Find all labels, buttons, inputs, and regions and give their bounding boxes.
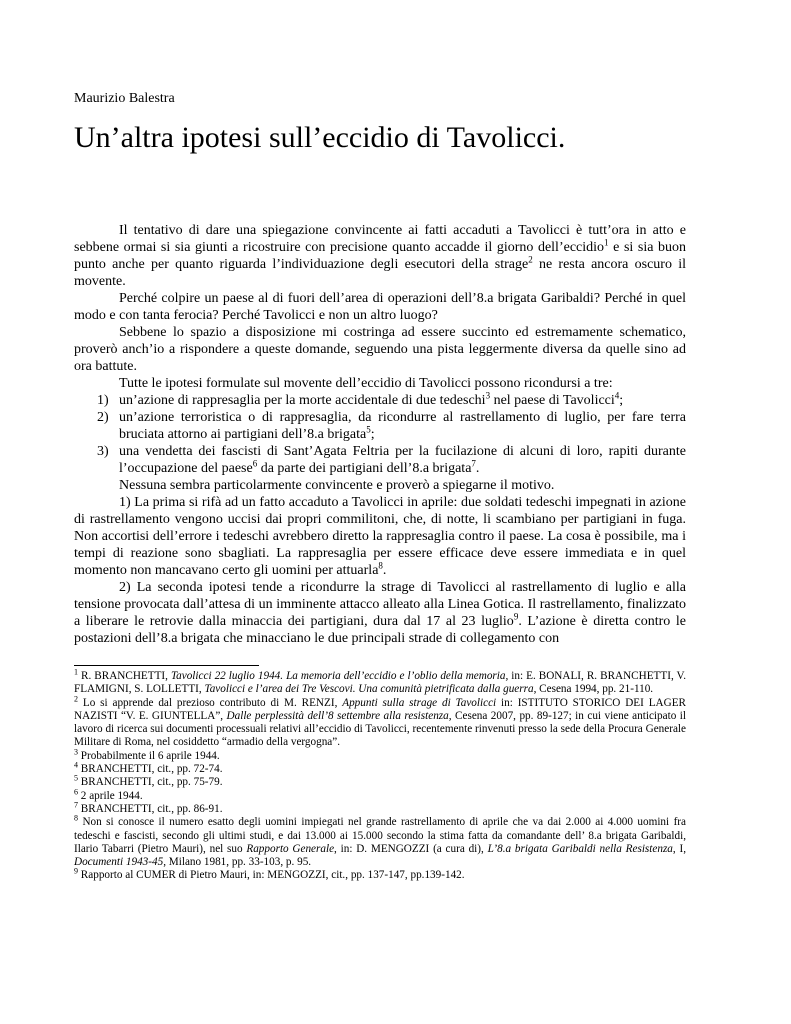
document-page xyxy=(74,90,686,883)
paragraph-none-convincing: Nessuna sembra particolarmente convincente e proverò a spiegarne il motivo. xyxy=(119,478,555,493)
author-name: Maurizio Balestra xyxy=(74,91,175,106)
footnote-ref[interactable]: 1 xyxy=(604,237,609,248)
footnote-ref[interactable]: 4 xyxy=(614,390,620,401)
footnote-7: $^7$ BRANCHETTI, cit., pp. 86-91. xyxy=(74,800,223,815)
footnotes xyxy=(74,667,687,883)
footnote-ref[interactable]: 5 xyxy=(366,424,371,435)
footnote-ref[interactable]: 3 xyxy=(485,390,491,401)
footnote-1: $^1$ R. BRANCHETTI, Tavolicci 22 luglio 1944. La memoria dell’eccidio e l’oblio della memoria, in: E. BONALI, R. BRANCHETTI, V. FLAMIGNI, S. LOLLETTI, Tavolicci e l’area dei Tre Vescovi. Una comunità pietrificata dalla guerra, Cesena 1994, pp. 21-110. xyxy=(74,667,686,696)
list-item: 3) una vendetta dei fascisti di Sant’Agata Feltria per la fucilazione di alcuni di loro, rapiti durante l’occupazione del paese$^6$ da parte dei partigiani dell’8.a brigata$^7$. xyxy=(97,444,686,476)
paragraph-intro: Il tentativo di dare una spiegazione convincente ai fatti accaduti a Tavolicci è tutt’ora in atto e sebbene ormai si sia giunti a ricostruire con precisione quanto accadde il giorno dell’eccidio$^1$ e si sia buon punto anche per quanto riguarda l’individuazione degli esecutori della strage$^2$ ne resta ancora oscuro il movente. xyxy=(74,223,687,289)
footnote-4: $^4$ BRANCHETTI, cit., pp. 72-74. xyxy=(74,760,223,776)
footnote-6: $^6$ 2 aprile 1944. xyxy=(74,786,143,802)
footnote-divider xyxy=(74,665,259,666)
footnote-9: $^9$ Rapporto al CUMER di Pietro Mauri, in: MENGOZZI, cit., pp. 137-147, pp.139-142. xyxy=(74,866,465,882)
footnote-ref[interactable]: 2 xyxy=(528,254,533,265)
footnote-5: $^5$ BRANCHETTI, cit., pp. 75-79. xyxy=(74,773,223,789)
footnote-8: $^8$ Non si conosce il numero esatto degli uomini impiegati nel grande rastrellamento di aprile che va dai 2.000 ai 4.000 uomini fra tedeschi e fascisti, secondo gli ultimi studi, e dai 13.000 ai 15.000 secondo la stima fatta da comandante dell’ 8.a brigata Garibaldi, Ilario Tabarri (Pietro Mauri), nel suo Rapporto Generale, in: D. MENGOZZI (a cura di), L’8.a brigata Garibaldi nella Resistenza, I, Documenti 1943-45, Milano 1981, pp. 33-103, p. 95. xyxy=(74,813,687,869)
footnote-2: $^2$ Lo si apprende dal prezioso contributo di M. RENZI, Appunti sulla strage di Tavolicci in: ISTITUTO STORICO DEI LAGER NAZISTI “V. E. GIUNTELLA”, Dalle perplessità dell’8 settembre alla resistenza, Cesena 2007, pp. 89-127; in cui viene anticipato il lavoro di ricerca sui documenti processuali relativi all’eccidio di Tavolicci, recentemente rinvenuti presso la sede della Procura Generale Militare di Roma, nel cosiddetto “armadio della vergogna”. xyxy=(74,693,686,749)
paragraph-approach: Sebbene lo spazio a disposizione mi costringa ad essere succinto ed estremamente schematico, proverò anch’io a rispondere a queste domande, seguendo una pista leggermente diversa da quelle sino ad ora battute. xyxy=(74,325,686,374)
document-title: Un’altra ipotesi sull’eccidio di Tavolicci. xyxy=(74,121,566,154)
article-body xyxy=(74,222,686,647)
list-item: 2) un’azione terroristica o di rappresaglia, da ricondurre al rastrellamento di luglio, per fare terra bruciata attorno ai partigiani dell’8.a brigata$^5$; xyxy=(97,410,686,442)
paragraph-questions: Perché colpire un paese al di fuori dell’area di operazioni dell’8.a brigata Garibaldi? Perché in quel modo e con tanta ferocia? Perché Tavolicci e non un altro luogo? xyxy=(74,291,686,323)
list-item: 1) un’azione di rappresaglia per la morte accidentale di due tedeschi$^3$ nel paese di Tavolicci$^4$; xyxy=(97,390,624,408)
paragraph-second-hypothesis: 2) La seconda ipotesi tende a ricondurre la strage di Tavolicci al rastrellamento di luglio e alla tensione provocata dall’attesa di un imminente attacco alleato alla Linea Gotica. Il rastrellamento, finalizzato a liberare le retrovie dalla minaccia dei partigiani, dura dal 17 al 23 luglio$^9$. L’azione è diretta contro le postazioni dell’8.a brigata che minacciano le due principali strade di collegamento con xyxy=(74,580,686,646)
footnote-ref[interactable]: 8 xyxy=(378,560,383,571)
paragraph-hypotheses-intro: Tutte le ipotesi formulate sul movente dell’eccidio di Tavolicci possono ricondursi a tre: xyxy=(119,376,613,391)
footnote-ref[interactable]: 7 xyxy=(471,458,476,469)
hypotheses-list xyxy=(74,392,686,477)
paragraph-first-hypothesis: 1) La prima si rifà ad un fatto accaduto a Tavolicci in aprile: due soldati tedeschi impegnati in azione di rastrellamento vengono uccisi dai propri commilitoni, che, di notte, li scambiano per partigiani in fuga. Non accortisi dell’errore i tedeschi avrebbero diretto la rappresaglia contro il paese. La cosa è possibile, ma i tempi di reazione sono sbagliati. La rappresaglia per essere efficace deve essere immediata e in quel momento non mancavano certo gli uomini per attuarla$^8$. xyxy=(74,495,686,578)
footnote-ref[interactable]: 9 xyxy=(513,611,519,622)
footnote-3: $^3$ Probabilmente il 6 aprile 1944. xyxy=(74,747,220,762)
footnote-ref[interactable]: 6 xyxy=(252,458,258,469)
